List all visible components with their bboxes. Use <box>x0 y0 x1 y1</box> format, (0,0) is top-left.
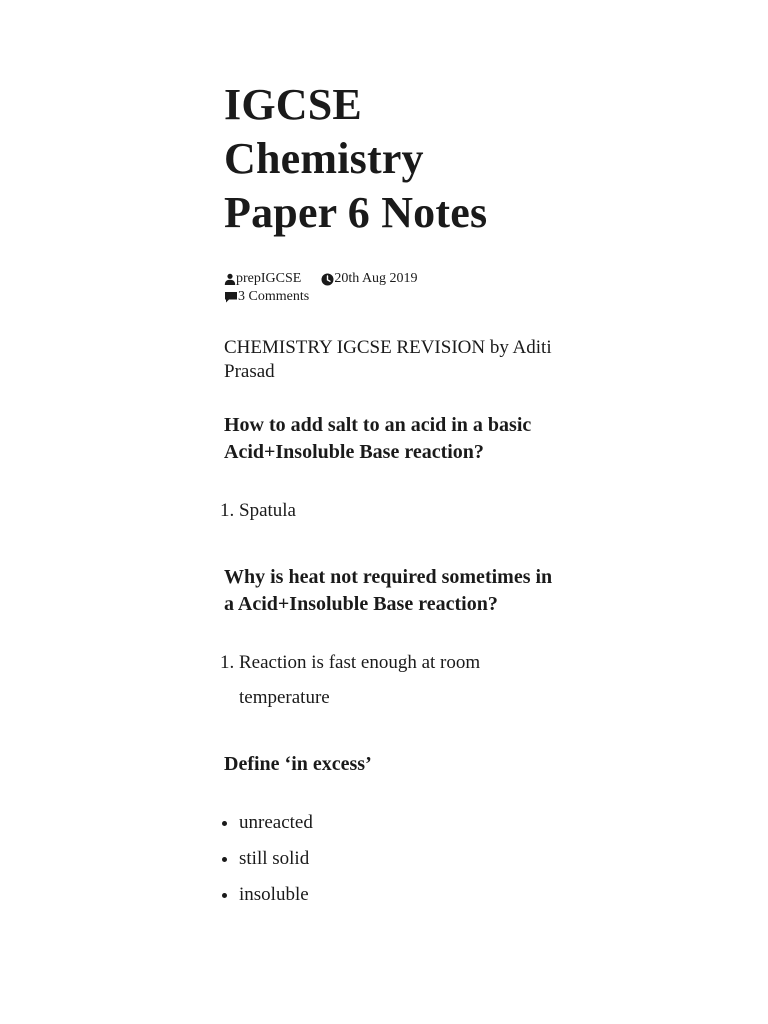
section-heading: Define ‘in excess’ <box>224 753 372 775</box>
list-item: 1. Spatula <box>239 493 564 528</box>
article-title <box>224 78 564 240</box>
answer-list <box>224 805 564 913</box>
article <box>224 78 564 913</box>
comment-icon <box>224 291 238 303</box>
comments-count: 3 Comments <box>238 289 310 304</box>
clock-icon <box>321 273 334 286</box>
section-heading: Why is heat not required sometimes in a Acid+Insoluble Base reaction? <box>224 566 553 615</box>
section-heading: How to add salt to an acid in a basic Acid+Insoluble Base reaction? <box>224 414 532 463</box>
post-date-link[interactable] <box>321 270 417 288</box>
article-title-line: Chemistry <box>224 134 424 183</box>
list-item: • insoluble <box>239 877 564 913</box>
answer-list <box>224 645 564 715</box>
user-icon <box>224 273 236 285</box>
intro-paragraph: CHEMISTRY IGCSE REVISION by Aditi Prasad <box>224 337 552 382</box>
article-title-line: Paper 6 Notes <box>224 188 488 237</box>
list-item: • unreacted <box>239 805 564 841</box>
post-meta-row <box>224 270 564 288</box>
comments-link[interactable] <box>224 288 309 306</box>
list-item: 1. Reaction is fast enough at room temperature <box>239 645 564 715</box>
author-name: prepIGCSE <box>236 271 302 286</box>
answer-list <box>224 493 564 528</box>
post-meta <box>224 270 564 306</box>
list-item: • still solid <box>239 841 564 877</box>
post-date: 20th Aug 2019 <box>334 271 418 286</box>
author-link[interactable] <box>224 270 301 288</box>
article-title-line: IGCSE <box>224 80 362 129</box>
post-meta-row <box>224 288 564 306</box>
